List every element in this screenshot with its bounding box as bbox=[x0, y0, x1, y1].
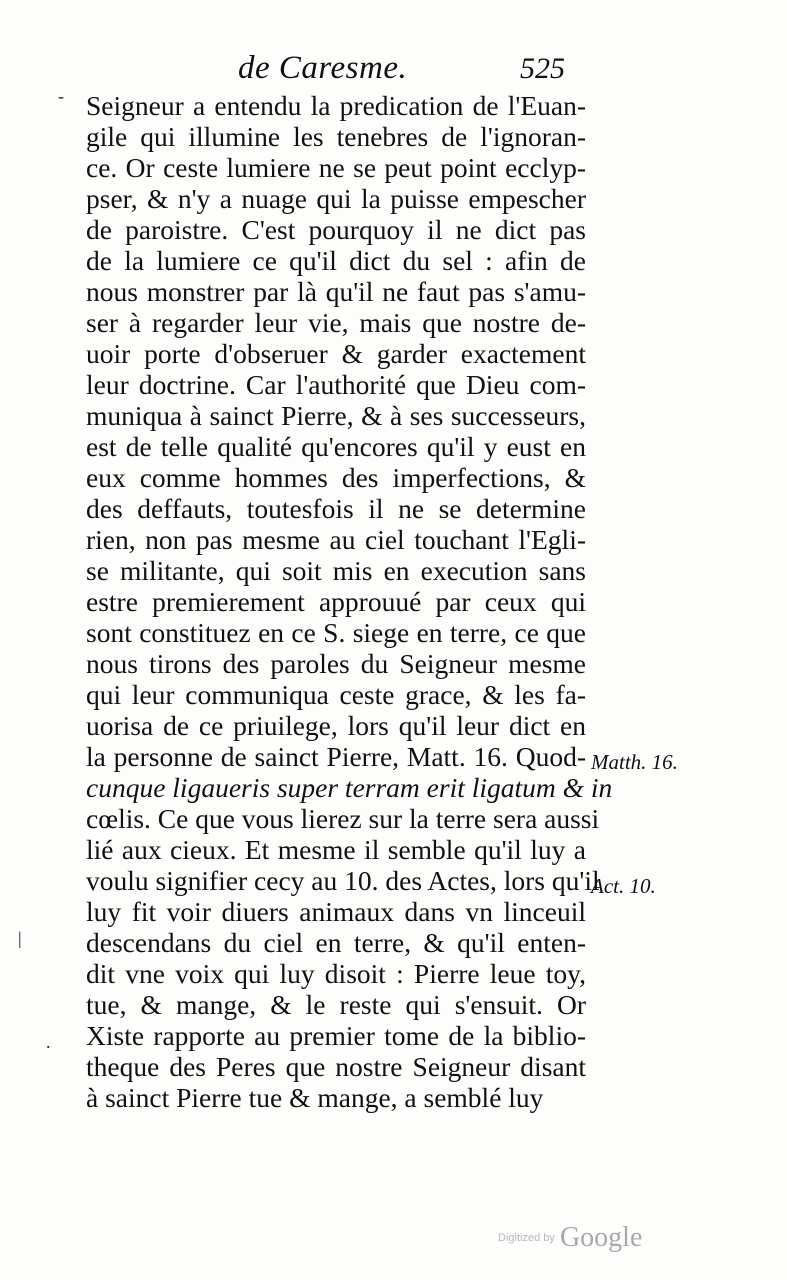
text-line: nous tirons des paroles du Seigneur mesme bbox=[86, 648, 586, 679]
text-line: se militante, qui soit mis en execution sans bbox=[86, 555, 586, 586]
text-line: Seigneur a entendu la predication de l'Euan- bbox=[86, 90, 586, 121]
text-line: dit vne voix qui luy disoit : Pierre leue toy, bbox=[86, 958, 586, 989]
text-line: leur doctrine. Car l'authorité que Dieu com- bbox=[86, 369, 586, 400]
text-line: ser à regarder leur vie, mais que nostre de- bbox=[86, 307, 586, 338]
text-line: theque des Peres que nostre Seigneur disant bbox=[86, 1051, 586, 1082]
text-line: lié aux cieux. Et mesme il semble qu'il luy a bbox=[86, 834, 586, 865]
text-line: est de telle qualité qu'encores qu'il y eust en bbox=[86, 431, 586, 462]
text-line: qui leur communiqua ceste grace, & les fa- bbox=[86, 679, 586, 710]
text-line: luy fit voir diuers animaux dans vn linceuil bbox=[86, 896, 586, 927]
page-header bbox=[0, 50, 787, 90]
text-line: Xiste rapporte au premier tome de la biblio- bbox=[86, 1020, 586, 1051]
text-line: nous monstrer par là qu'il ne faut pas s'amu- bbox=[86, 276, 586, 307]
page-number: 525 bbox=[520, 52, 565, 85]
text-line: uorisa de ce priuilege, lors qu'il leur dict en bbox=[86, 710, 586, 741]
text-line-latin: cunque ligaueris super terram erit ligatum & in bbox=[86, 772, 613, 803]
margin-note-acts: Act. 10. bbox=[591, 874, 656, 898]
text-line: rien, non pas mesme au ciel touchant l'Egli- bbox=[86, 524, 586, 555]
text-line: la personne de sainct Pierre, Matt. 16. Quod- bbox=[86, 741, 586, 772]
text-line: sont constituez en ce S. siege en terre, ce que bbox=[86, 617, 586, 648]
margin-note-matthew: Matth. 16. bbox=[591, 750, 678, 774]
running-title: de Caresme. bbox=[238, 50, 408, 86]
text-line: muniqua à sainct Pierre, & à ses successeurs, bbox=[86, 400, 586, 431]
text-line: de paroistre. C'est pourquoy il ne dict pas bbox=[86, 214, 586, 245]
google-logo: Google bbox=[559, 1222, 643, 1253]
text-line: estre premierement approuué par ceux qui bbox=[86, 586, 586, 617]
watermark-prefix: Digitized by bbox=[498, 1232, 555, 1244]
text-line: tue, & mange, & le reste qui s'ensuit. Or bbox=[86, 989, 586, 1020]
side-margin-mark: | bbox=[18, 928, 22, 948]
text-line: uoir porte d'obseruer & garder exactement bbox=[86, 338, 586, 369]
top-margin-dash: - bbox=[58, 86, 64, 106]
digitized-watermark bbox=[498, 1222, 642, 1254]
text-line: descendans du ciel en terre, & qu'il enten- bbox=[86, 927, 586, 958]
text-line: voulu signifier cecy au 10. des Actes, lors qu'il bbox=[86, 865, 600, 896]
side-margin-dot: . bbox=[46, 1032, 51, 1052]
text-line: de la lumiere ce qu'il dict du sel : afin de bbox=[86, 245, 586, 276]
text-line: gile qui illumine les tenebres de l'ignoran- bbox=[86, 121, 586, 152]
text-line: ce. Or ceste lumiere ne se peut point ecclyp- bbox=[86, 152, 586, 183]
text-line: des deffauts, toutesfois il ne se determine bbox=[86, 493, 586, 524]
text-line: pser, & n'y a nuage qui la puisse empescher bbox=[86, 183, 586, 214]
text-line: eux comme hommes des imperfections, & bbox=[86, 462, 586, 493]
text-line: cœlis. Ce que vous lierez sur la terre sera aussi bbox=[86, 803, 600, 834]
text-line: à sainct Pierre tue & mange, a semblé luy bbox=[86, 1082, 544, 1113]
